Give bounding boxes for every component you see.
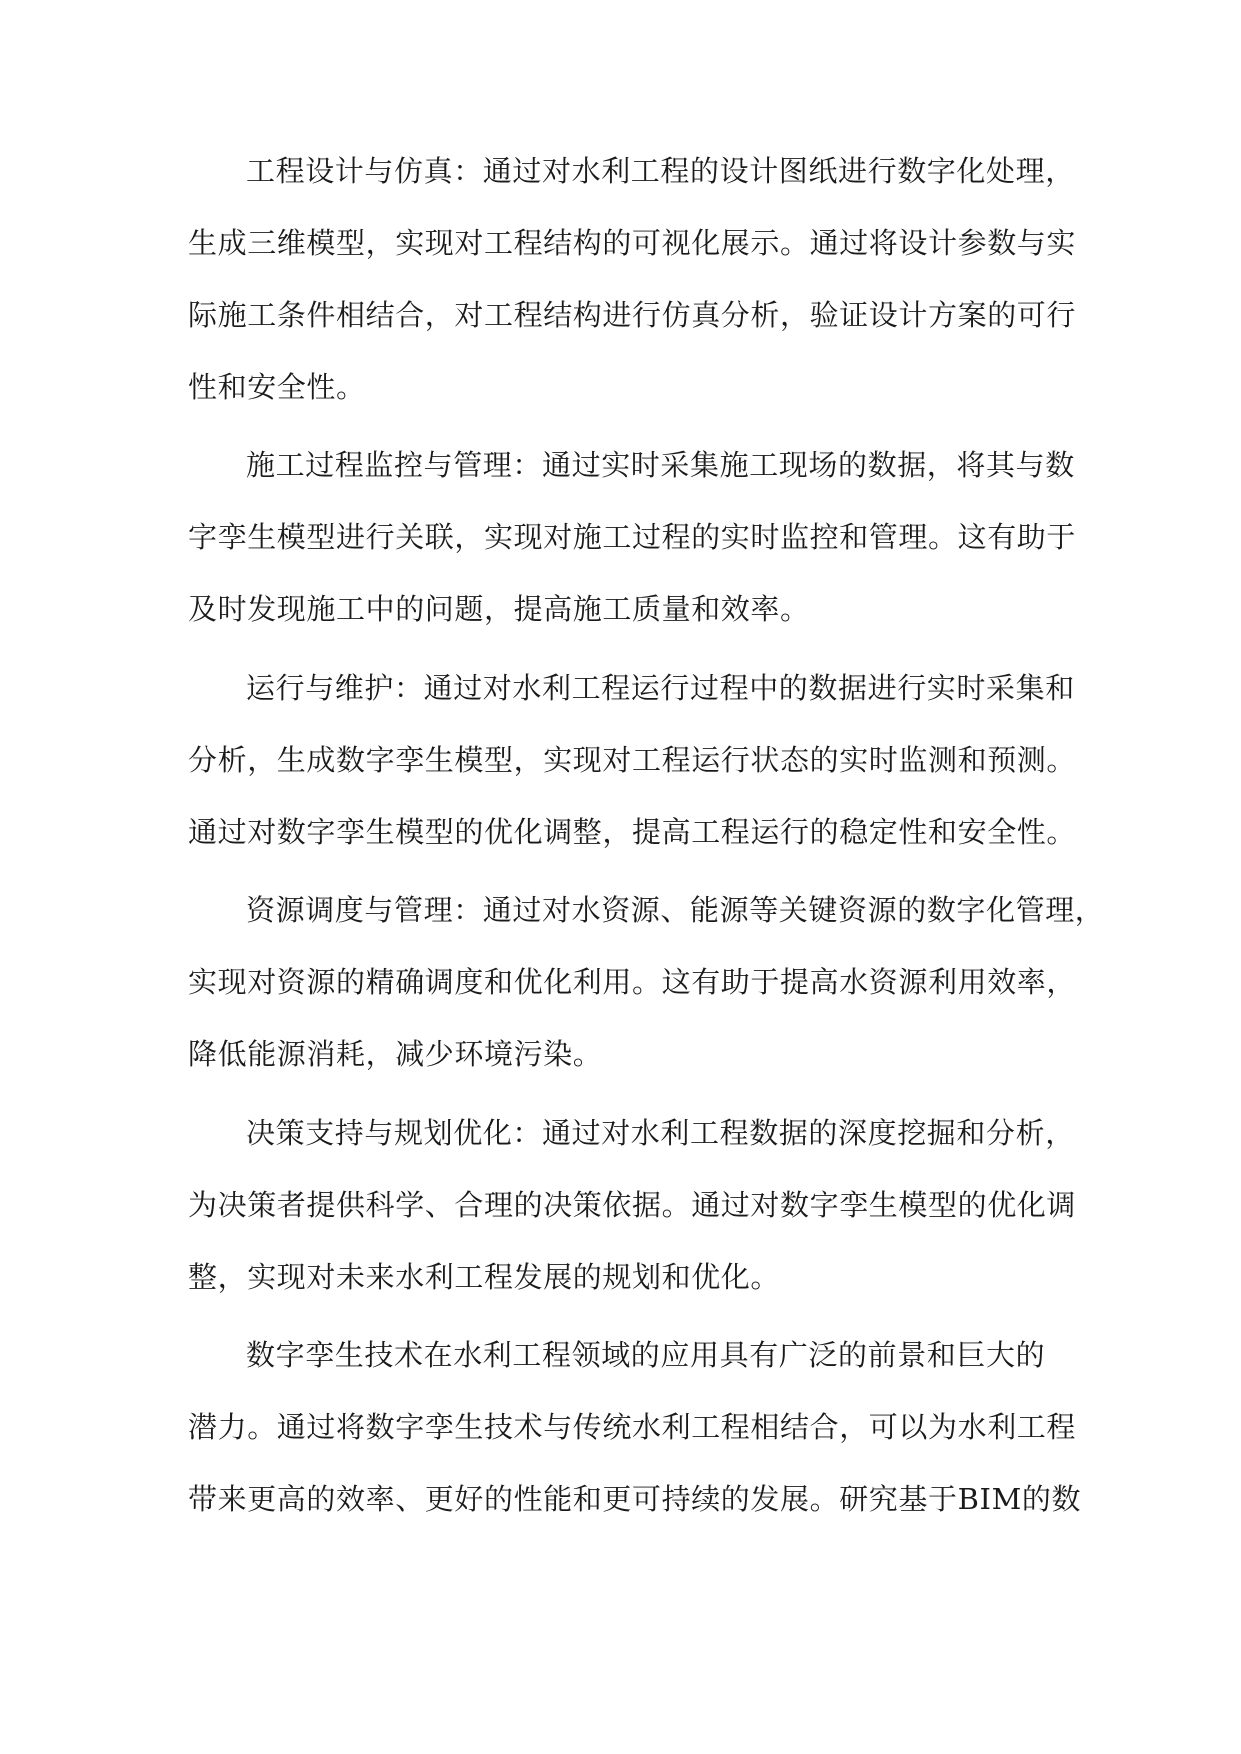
text-line: 降低能源消耗，减少环境污染。 xyxy=(188,1037,603,1071)
text-line: 为决策者提供科学、合理的决策依据。通过对数字孪生模型的优化调 xyxy=(188,1188,1077,1222)
text-line: 通过对数字孪生模型的优化调整，提高工程运行的稳定性和安全性。 xyxy=(188,815,1077,849)
text-line: 实现对资源的精确调度和优化利用。这有助于提高水资源利用效率， xyxy=(188,965,1077,999)
text-line: 潜力。通过将数字孪生技术与传统水利工程相结合，可以为水利工程 xyxy=(188,1410,1077,1444)
text-line: 施工过程监控与管理：通过实时采集施工现场的数据，将其与数 xyxy=(246,448,1075,482)
text-line: 数字孪生技术在水利工程领域的应用具有广泛的前景和巨大的 xyxy=(246,1338,1046,1372)
text-line: 生成三维模型，实现对工程结构的可视化展示。通过将设计参数与实 xyxy=(188,226,1077,260)
text-line: 工程设计与仿真：通过对水利工程的设计图纸进行数字化处理， xyxy=(246,154,1075,188)
text-line: 带来更高的效率、更好的性能和更可持续的发展。研究基于BIM的数 xyxy=(188,1482,1082,1516)
text-line: 整，实现对未来水利工程发展的规划和优化。 xyxy=(188,1260,781,1294)
text-line: 及时发现施工中的问题，提高施工质量和效率。 xyxy=(188,592,810,626)
text-line: 字孪生模型进行关联，实现对施工过程的实时监控和管理。这有助于 xyxy=(188,520,1077,554)
text-line: 决策支持与规划优化：通过对水利工程数据的深度挖掘和分析， xyxy=(246,1116,1075,1150)
text-line: 分析，生成数字孪生模型，实现对工程运行状态的实时监测和预测。 xyxy=(188,743,1077,777)
text-line: 运行与维护：通过对水利工程运行过程中的数据进行实时采集和 xyxy=(246,671,1075,705)
text-line: 际施工条件相结合，对工程结构进行仿真分析，验证设计方案的可行 xyxy=(188,298,1077,332)
text-line: 资源调度与管理：通过对水资源、能源等关键资源的数字化管理， xyxy=(246,893,1105,927)
text-line: 性和安全性。 xyxy=(188,370,366,404)
